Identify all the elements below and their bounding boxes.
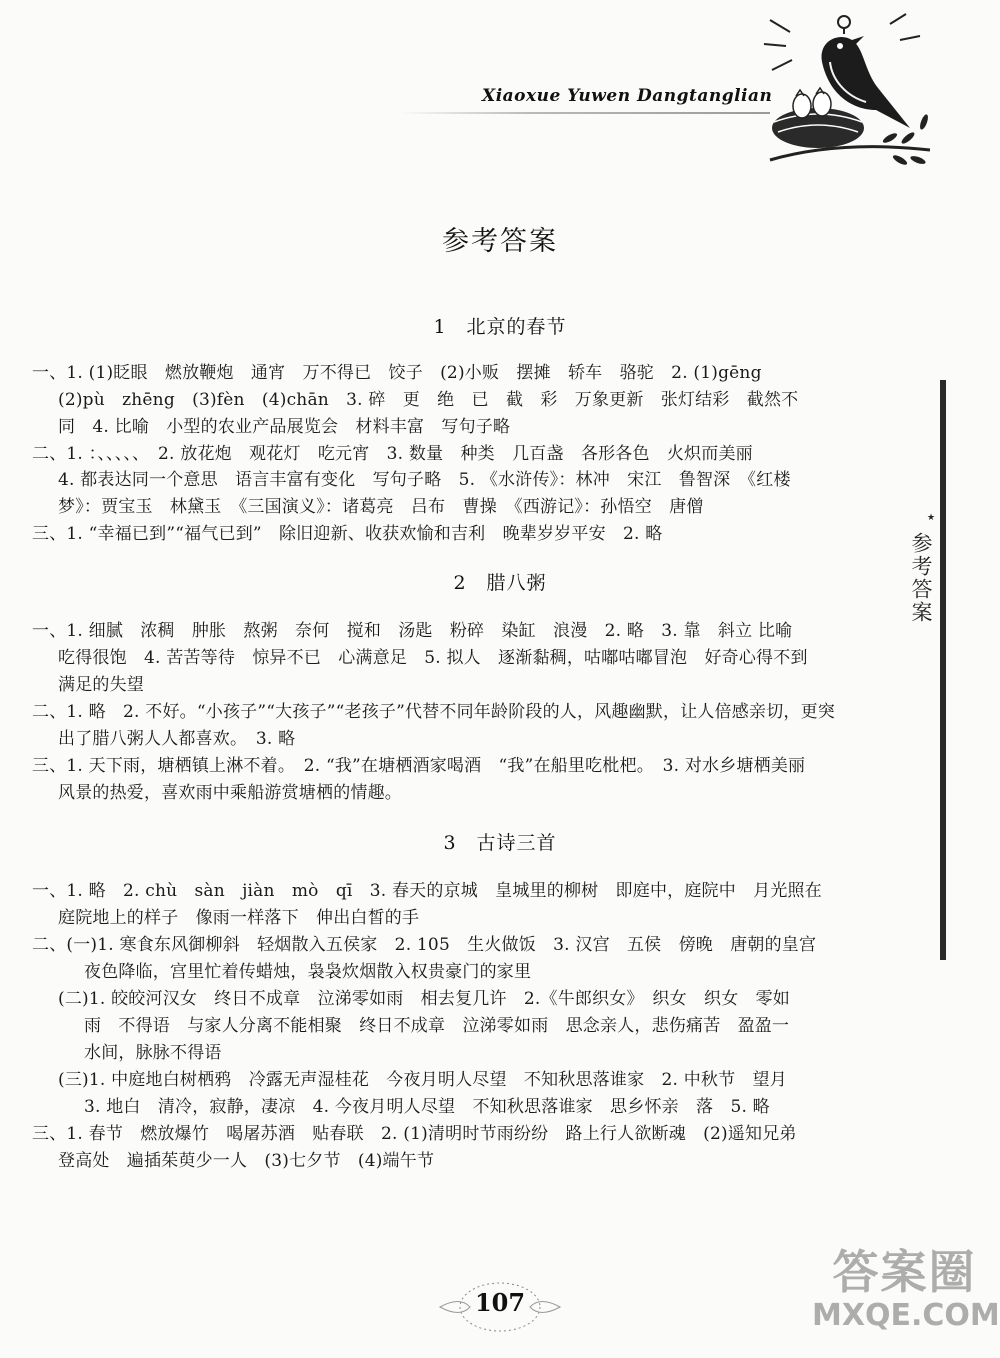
page-number: 107 <box>474 1288 526 1317</box>
answer-line: 梦》：贾宝玉 林黛玉 《三国演义》：诸葛亮 吕布 曹操 《西游记》：孙悟空 唐僧 <box>58 497 704 517</box>
page-title: 参考答案 <box>442 226 558 257</box>
answer-line: 3. 地白 清冷，寂静，凄凉 4. 今夜月明人尽望 不知秋思落谁家 思乡怀亲 落 5. 略 <box>84 1097 770 1117</box>
answer-line: 三、1. 天下雨，塘栖镇上淋不着。 2. “我”在塘栖酒家喝酒 “我”在船里吃枇杷。 3. 对水乡塘栖美丽 <box>32 756 806 776</box>
crescent-moon-icon <box>906 500 938 532</box>
watermark <box>812 1236 1000 1354</box>
answer-line: 4. 都表达同一个意思 语言丰富有变化 写句子略 5. 《水浒传》：林冲 宋江 鲁智深 《红楼 <box>58 470 791 490</box>
answer-line: 二、(一)1. 寒食东风御柳斜 轻烟散入五侯家 2. 105 生火做饭 3. 汉宫 五侯 傍晚 唐朝的皇宫 <box>32 935 817 955</box>
answer-line: 水间，脉脉不得语 <box>84 1043 222 1063</box>
section-heading: 3 古诗三首 <box>443 832 557 854</box>
side-tab-bar <box>940 380 946 960</box>
section-heading: 1 北京的春节 <box>433 316 567 338</box>
answer-line: 一、1. 略 2. chù sàn jiàn mò qī 3. 春天的京城 皇城里的柳树 即庭中，庭院中 月光照在 <box>32 881 822 901</box>
answer-line: 吃得很饱 4. 苦苦等待 惊异不已 心满意足 5. 拟人 逐渐黏稠，咕嘟咕嘟冒泡 好奇心得不到 <box>58 648 808 668</box>
answer-line: 风景的热爱，喜欢雨中乘船游赏塘栖的情趣。 <box>58 783 402 803</box>
bird-nest-illustration <box>760 10 935 170</box>
answer-line: 出了腊八粥人人都喜欢。 3. 略 <box>58 729 296 749</box>
watermark-logo-text: 答案圈 <box>832 1245 977 1299</box>
answer-line: 雨 不得语 与家人分离不能相聚 终日不成章 泣涕零如雨 思念亲人，悲伤痛苦 盈盈一 <box>84 1016 790 1036</box>
answer-line: 一、1. (1)眨眼 燃放鞭炮 通宵 万不得已 饺子 (2)小贩 摆摊 轿车 骆驼 2. (1)gēng <box>32 363 762 383</box>
answer-line: 二、1. ：、、、、、 2. 放花炮 观花灯 吃元宵 3. 数量 种类 几百盏 各形各色 火炽而美丽 <box>32 444 753 464</box>
side-section-label: 参考答案 <box>909 532 933 624</box>
answer-line: (二)1. 皎皎河汉女 终日不成章 泣涕零如雨 相去复几许 2.《牛郎织女》 织女 织女 零如 <box>58 989 791 1009</box>
running-title: Xiaoxue Yuwen Dangtanglian <box>482 86 773 106</box>
svg-text:★: ★ <box>927 513 936 523</box>
answer-line: 三、1. “幸福已到”“福气已到” 除旧迎新、收获欢愉和吉利 晚辈岁岁平安 2. 略 <box>32 524 663 544</box>
watermark-domain: MXQE.COM <box>812 1298 1000 1333</box>
answer-line: 三、1. 春节 燃放爆竹 喝屠苏酒 贴春联 2. (1)清明时节雨纷纷 路上行人欲断魂 (2)遥知兄弟 <box>32 1124 797 1144</box>
section-heading: 2 腊八粥 <box>453 572 547 594</box>
answer-line: 同 4. 比喻 小型的农业产品展览会 材料丰富 写句子略 <box>58 417 511 437</box>
answer-line: 登高处 遍插茱萸少一人 (3)七夕节 (4)端午节 <box>58 1151 435 1171</box>
answer-line: 满足的失望 <box>58 675 144 695</box>
answer-line: 庭院地上的样子 像雨一样落下 伸出白皙的手 <box>58 908 420 928</box>
answer-line: (2)pù zhēng (3)fèn (4)chān 3. 碎 更 绝 已 截 彩 万象更新 张灯结彩 截然不 <box>58 390 799 410</box>
answer-line: (三)1. 中庭地白树栖鸦 冷露无声湿桂花 今夜月明人尽望 不知秋思落谁家 2. 中秋节 望月 <box>58 1070 787 1090</box>
header-divider <box>400 112 770 114</box>
running-header <box>0 0 1000 175</box>
answer-line: 二、1. 略 2. 不好。“小孩子”“大孩子”“老孩子”代替不同年龄阶段的人，风趣幽默，让人倍感亲切，更突 <box>32 702 835 722</box>
answer-line: 一、1. 细腻 浓稠 肿胀 熬粥 奈何 搅和 汤匙 粉碎 染缸 浪漫 2. 略 3. 靠 斜立 比喻 <box>32 621 793 641</box>
answer-line: 夜色降临，宫里忙着传蜡烛，袅袅炊烟散入权贵豪门的家里 <box>84 962 532 982</box>
